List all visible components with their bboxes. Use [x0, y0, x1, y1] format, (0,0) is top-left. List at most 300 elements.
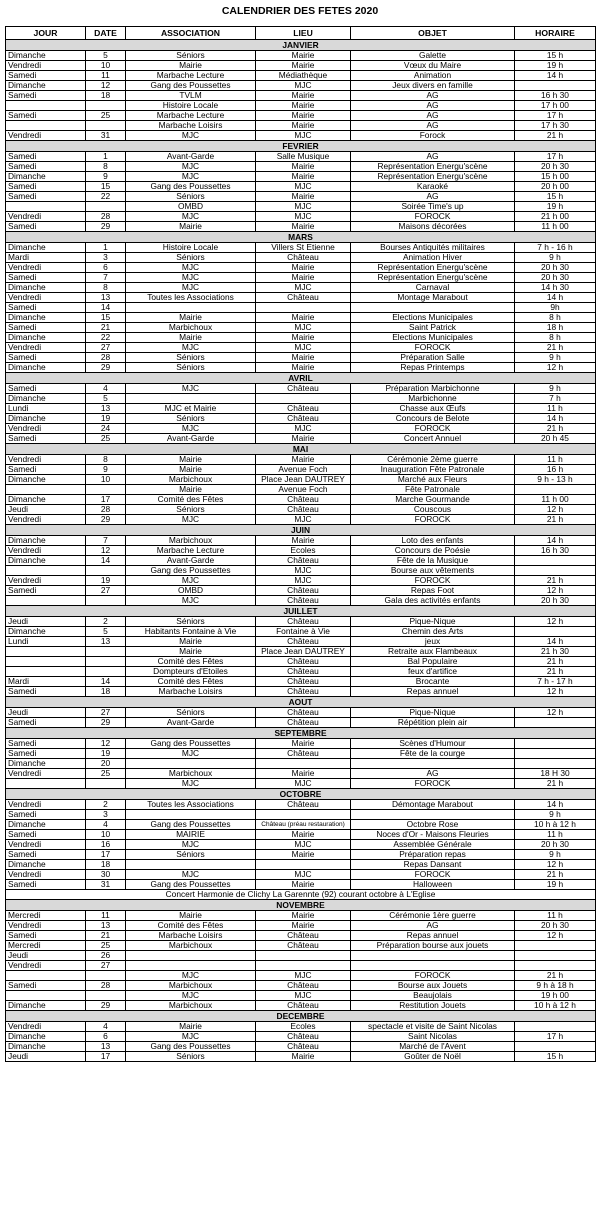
cell-horaire	[515, 81, 596, 91]
cell-lieu: Place Jean DAUTREY	[256, 647, 351, 657]
cell-date: 31	[86, 131, 126, 141]
cell-horaire: 14 h	[515, 637, 596, 647]
month-row	[6, 900, 596, 911]
cell-horaire: 8 h	[515, 333, 596, 343]
cell-jour: Samedi	[6, 323, 86, 333]
table-row	[6, 1042, 596, 1052]
cell-horaire: 19 h	[515, 202, 596, 212]
cell-date: 27	[86, 586, 126, 596]
cell-objet: Gala des activités enfants	[351, 596, 515, 606]
cell-horaire	[515, 941, 596, 951]
cell-jour: Vendredi	[6, 921, 86, 931]
calendar-body	[6, 40, 596, 1062]
cell-date: 20	[86, 759, 126, 769]
cell-date: 27	[86, 708, 126, 718]
table-row	[6, 657, 596, 667]
cell-date	[86, 657, 126, 667]
cell-horaire	[515, 627, 596, 637]
cell-date: 19	[86, 414, 126, 424]
cell-horaire	[515, 1022, 596, 1032]
cell-date: 5	[86, 394, 126, 404]
cell-objet: Cérémonie 2ème guerre	[351, 455, 515, 465]
cell-lieu: MJC	[256, 343, 351, 353]
cell-lieu: MJC	[256, 870, 351, 880]
cell-objet: Scènes d'Humour	[351, 739, 515, 749]
cell-objet: Répétition plein air	[351, 718, 515, 728]
cell-horaire: 11 h 00	[515, 222, 596, 232]
table-row	[6, 131, 596, 141]
cell-jour: Vendredi	[6, 576, 86, 586]
cell-association: Marbache Lecture	[126, 546, 256, 556]
table-row	[6, 921, 596, 931]
cell-jour: Vendredi	[6, 870, 86, 880]
cell-date: 28	[86, 353, 126, 363]
cell-lieu: Château	[256, 556, 351, 566]
month-header: JANVIER	[6, 40, 596, 51]
cell-horaire: 15 h 00	[515, 172, 596, 182]
table-row	[6, 172, 596, 182]
cell-jour: Samedi	[6, 192, 86, 202]
cell-horaire: 9 h - 13 h	[515, 475, 596, 485]
table-row	[6, 121, 596, 131]
cell-date: 4	[86, 820, 126, 830]
table-row	[6, 455, 596, 465]
cell-objet: Représentation Energu'scène	[351, 172, 515, 182]
table-row	[6, 830, 596, 840]
cell-objet: Karaoké	[351, 182, 515, 192]
table-row	[6, 759, 596, 769]
cell-lieu: Mairie	[256, 353, 351, 363]
cell-date: 1	[86, 152, 126, 162]
cell-objet: Préparation Marbichonne	[351, 384, 515, 394]
table-row	[6, 353, 596, 363]
table-row	[6, 384, 596, 394]
cell-horaire: 17 h	[515, 1032, 596, 1042]
cell-objet: FOROCK	[351, 576, 515, 586]
cell-lieu: MJC	[256, 202, 351, 212]
cell-horaire: 12 h	[515, 617, 596, 627]
cell-objet: FOROCK	[351, 870, 515, 880]
cell-objet: AG	[351, 769, 515, 779]
table-row	[6, 627, 596, 637]
cell-horaire	[515, 485, 596, 495]
cell-date: 19	[86, 749, 126, 759]
table-row	[6, 243, 596, 253]
cell-jour: Vendredi	[6, 840, 86, 850]
cell-association: Mairie	[126, 637, 256, 647]
cell-jour: Dimanche	[6, 556, 86, 566]
cell-date: 15	[86, 313, 126, 323]
cell-date: 6	[86, 1032, 126, 1042]
cell-association: MJC	[126, 384, 256, 394]
cell-jour: Samedi	[6, 749, 86, 759]
cell-association: Comité des Fêtes	[126, 657, 256, 667]
cell-jour: Dimanche	[6, 475, 86, 485]
cell-horaire: 21 h	[515, 424, 596, 434]
cell-association: MJC	[126, 576, 256, 586]
cell-date: 29	[86, 363, 126, 373]
cell-lieu	[256, 759, 351, 769]
cell-date: 31	[86, 880, 126, 890]
table-row	[6, 718, 596, 728]
cell-objet: Marche Gourmande	[351, 495, 515, 505]
cell-association: MJC	[126, 283, 256, 293]
cell-association: Comité des Fêtes	[126, 495, 256, 505]
table-row	[6, 51, 596, 61]
cell-objet: FOROCK	[351, 971, 515, 981]
cell-lieu: Château	[256, 596, 351, 606]
cell-date: 29	[86, 1001, 126, 1011]
cell-jour: Vendredi	[6, 546, 86, 556]
cell-objet: FOROCK	[351, 424, 515, 434]
cell-lieu: Château	[256, 931, 351, 941]
cell-horaire: 21 h	[515, 343, 596, 353]
cell-association: MJC	[126, 131, 256, 141]
cell-association: Dompteurs d'Etoiles	[126, 667, 256, 677]
cell-jour	[6, 647, 86, 657]
cell-horaire: 18 H 30	[515, 769, 596, 779]
cell-lieu: MJC	[256, 515, 351, 525]
cell-association: Mairie	[126, 465, 256, 475]
header-objet: OBJET	[351, 27, 515, 40]
cell-horaire: 11 h	[515, 404, 596, 414]
cell-lieu: Château	[256, 981, 351, 991]
cell-date: 17	[86, 495, 126, 505]
cell-association: Marbichoux	[126, 475, 256, 485]
cell-jour: Vendredi	[6, 515, 86, 525]
cell-date: 14	[86, 677, 126, 687]
cell-objet: Beaujolais	[351, 991, 515, 1001]
cell-horaire	[515, 749, 596, 759]
cell-objet	[351, 810, 515, 820]
cell-horaire: 20 h 30	[515, 840, 596, 850]
cell-date: 9	[86, 465, 126, 475]
cell-association: Histoire Locale	[126, 243, 256, 253]
cell-date: 5	[86, 627, 126, 637]
cell-jour: Jeudi	[6, 617, 86, 627]
cell-association: Mairie	[126, 333, 256, 343]
cell-lieu: Château	[256, 404, 351, 414]
cell-date: 3	[86, 810, 126, 820]
cell-lieu: Mairie	[256, 313, 351, 323]
cell-association: MAIRIE	[126, 830, 256, 840]
cell-objet: Carnaval	[351, 283, 515, 293]
cell-lieu: Château	[256, 749, 351, 759]
cell-horaire	[515, 951, 596, 961]
cell-horaire: 14 h	[515, 293, 596, 303]
table-row	[6, 1022, 596, 1032]
cell-lieu	[256, 303, 351, 313]
cell-date: 21	[86, 323, 126, 333]
cell-date: 14	[86, 303, 126, 313]
header-row	[6, 27, 596, 40]
cell-jour: Vendredi	[6, 961, 86, 971]
cell-jour	[6, 121, 86, 131]
table-row	[6, 667, 596, 677]
cell-objet: Maisons décorées	[351, 222, 515, 232]
cell-association: MJC	[126, 263, 256, 273]
cell-association: Mairie	[126, 61, 256, 71]
cell-lieu: Mairie	[256, 850, 351, 860]
cell-lieu: MJC	[256, 971, 351, 981]
cell-objet: Inauguration Fête Patronale	[351, 465, 515, 475]
cell-jour: Dimanche	[6, 1001, 86, 1011]
cell-horaire: 21 h	[515, 667, 596, 677]
cell-lieu: Château	[256, 667, 351, 677]
cell-objet: Elections Municipales	[351, 313, 515, 323]
cell-date: 28	[86, 981, 126, 991]
cell-horaire: 20 h 30	[515, 162, 596, 172]
cell-jour: Samedi	[6, 850, 86, 860]
cell-lieu: Mairie	[256, 121, 351, 131]
calendar-table	[5, 26, 596, 1062]
cell-lieu: Château	[256, 253, 351, 263]
table-row	[6, 647, 596, 657]
cell-objet: Retraite aux Flambeaux	[351, 647, 515, 657]
cell-jour	[6, 779, 86, 789]
cell-association: Avant-Garde	[126, 718, 256, 728]
cell-horaire: 12 h	[515, 708, 596, 718]
cell-association: MJC	[126, 212, 256, 222]
cell-association: Histoire Locale	[126, 101, 256, 111]
table-row	[6, 465, 596, 475]
table-row	[6, 596, 596, 606]
cell-objet: Vœux du Maire	[351, 61, 515, 71]
cell-jour: Lundi	[6, 637, 86, 647]
cell-date: 25	[86, 434, 126, 444]
cell-objet: FOROCK	[351, 212, 515, 222]
cell-objet: Repas Dansant	[351, 860, 515, 870]
cell-lieu: Château	[256, 586, 351, 596]
cell-date: 29	[86, 718, 126, 728]
cell-association: MJC	[126, 749, 256, 759]
cell-lieu: Château	[256, 677, 351, 687]
table-row	[6, 708, 596, 718]
cell-association: Marbichoux	[126, 981, 256, 991]
cell-objet: FOROCK	[351, 515, 515, 525]
cell-objet	[351, 961, 515, 971]
cell-lieu: Château	[256, 800, 351, 810]
cell-jour: Vendredi	[6, 455, 86, 465]
table-row	[6, 152, 596, 162]
cell-date	[86, 667, 126, 677]
cell-date: 13	[86, 921, 126, 931]
cell-horaire	[515, 556, 596, 566]
cell-horaire	[515, 739, 596, 749]
cell-date: 12	[86, 739, 126, 749]
month-header: JUIN	[6, 525, 596, 536]
cell-horaire: 17 h	[515, 111, 596, 121]
cell-horaire: 8 h	[515, 313, 596, 323]
cell-horaire: 14 h	[515, 800, 596, 810]
month-header: NOVEMBRE	[6, 900, 596, 911]
cell-date: 10	[86, 475, 126, 485]
cell-association: Avant-Garde	[126, 152, 256, 162]
cell-lieu: MJC	[256, 566, 351, 576]
cell-association	[126, 303, 256, 313]
cell-jour: Samedi	[6, 384, 86, 394]
cell-jour: Vendredi	[6, 212, 86, 222]
cell-lieu: MJC	[256, 840, 351, 850]
cell-date: 29	[86, 515, 126, 525]
cell-date: 12	[86, 81, 126, 91]
cell-lieu: Mairie	[256, 1052, 351, 1062]
cell-objet	[351, 951, 515, 961]
cell-date	[86, 101, 126, 111]
cell-objet	[351, 759, 515, 769]
cell-horaire: 9 h	[515, 850, 596, 860]
cell-objet: AG	[351, 101, 515, 111]
table-row	[6, 111, 596, 121]
cell-jour: Samedi	[6, 91, 86, 101]
cell-jour	[6, 971, 86, 981]
table-row	[6, 1032, 596, 1042]
cell-jour: Dimanche	[6, 627, 86, 637]
cell-lieu: Mairie	[256, 91, 351, 101]
cell-association: Toutes les Associations	[126, 293, 256, 303]
cell-association: Gang des Poussettes	[126, 880, 256, 890]
table-row	[6, 850, 596, 860]
cell-jour: Samedi	[6, 303, 86, 313]
cell-date: 14	[86, 556, 126, 566]
cell-objet: AG	[351, 152, 515, 162]
cell-date: 10	[86, 61, 126, 71]
cell-horaire: 12 h	[515, 505, 596, 515]
month-row	[6, 728, 596, 739]
cell-objet: Repas Foot	[351, 586, 515, 596]
cell-jour: Dimanche	[6, 759, 86, 769]
cell-horaire: 11 h	[515, 911, 596, 921]
cell-objet: Repas Printemps	[351, 363, 515, 373]
cell-date: 29	[86, 222, 126, 232]
cell-objet: Préparation Salle	[351, 353, 515, 363]
cell-jour: Dimanche	[6, 495, 86, 505]
table-row	[6, 343, 596, 353]
cell-horaire: 10 h à 12 h	[515, 820, 596, 830]
table-row	[6, 202, 596, 212]
cell-horaire: 12 h	[515, 363, 596, 373]
cell-jour: Samedi	[6, 162, 86, 172]
cell-date: 3	[86, 253, 126, 263]
cell-jour	[6, 566, 86, 576]
cell-objet: Pique-Nique	[351, 708, 515, 718]
cell-objet: Fête de la courge	[351, 749, 515, 759]
table-row	[6, 961, 596, 971]
cell-association: Mairie	[126, 313, 256, 323]
table-row	[6, 880, 596, 890]
cell-objet	[351, 303, 515, 313]
cell-horaire: 9h	[515, 303, 596, 313]
month-header: MARS	[6, 232, 596, 243]
cell-objet: Cérémonie 1ère guerre	[351, 911, 515, 921]
cell-association: MJC	[126, 343, 256, 353]
cell-objet: Saint Nicolas	[351, 1032, 515, 1042]
cell-objet: Fête Patronale	[351, 485, 515, 495]
header-lieu: LIEU	[256, 27, 351, 40]
cell-date: 13	[86, 637, 126, 647]
month-header: DECEMBRE	[6, 1011, 596, 1022]
cell-lieu: Mairie	[256, 222, 351, 232]
cell-lieu: Mairie	[256, 172, 351, 182]
cell-association: Marbache Loisirs	[126, 931, 256, 941]
cell-date	[86, 779, 126, 789]
cell-objet: Bourses Antiquités militaires	[351, 243, 515, 253]
cell-objet: spectacle et visite de Saint Nicolas	[351, 1022, 515, 1032]
table-row	[6, 546, 596, 556]
cell-date: 18	[86, 91, 126, 101]
table-row	[6, 192, 596, 202]
cell-jour: Samedi	[6, 111, 86, 121]
cell-lieu: Mairie	[256, 769, 351, 779]
cell-lieu: Château	[256, 505, 351, 515]
cell-jour: Dimanche	[6, 313, 86, 323]
cell-association: OMBD	[126, 202, 256, 212]
cell-objet: Concours de Belote	[351, 414, 515, 424]
cell-association	[126, 860, 256, 870]
cell-date: 22	[86, 333, 126, 343]
cell-association: Séniors	[126, 363, 256, 373]
cell-jour	[6, 657, 86, 667]
cell-objet: Représentation Energu'scène	[351, 273, 515, 283]
cell-lieu: Fontaine à Vie	[256, 627, 351, 637]
cell-jour: Dimanche	[6, 860, 86, 870]
cell-date	[86, 647, 126, 657]
cell-association: Gang des Poussettes	[126, 739, 256, 749]
cell-date: 13	[86, 1042, 126, 1052]
table-row	[6, 313, 596, 323]
cell-lieu: Château	[256, 384, 351, 394]
cell-lieu: Mairie	[256, 363, 351, 373]
cell-lieu	[256, 860, 351, 870]
month-row	[6, 525, 596, 536]
table-row	[6, 363, 596, 373]
cell-jour	[6, 991, 86, 1001]
cell-date: 9	[86, 172, 126, 182]
cell-lieu: MJC	[256, 81, 351, 91]
cell-lieu: Château	[256, 414, 351, 424]
table-row	[6, 637, 596, 647]
cell-lieu: MJC	[256, 779, 351, 789]
table-row	[6, 81, 596, 91]
cell-lieu: Villers St Etienne	[256, 243, 351, 253]
cell-association: Marbichoux	[126, 323, 256, 333]
cell-date	[86, 202, 126, 212]
cell-lieu: Avenue Foch	[256, 465, 351, 475]
cell-objet: Forock	[351, 131, 515, 141]
cell-objet: Pique-Nique	[351, 617, 515, 627]
cell-date: 4	[86, 384, 126, 394]
cell-lieu: Mairie	[256, 455, 351, 465]
table-row	[6, 71, 596, 81]
cell-association: MJC	[126, 840, 256, 850]
cell-jour: Vendredi	[6, 131, 86, 141]
cell-association: MJC	[126, 870, 256, 880]
cell-date	[86, 485, 126, 495]
cell-horaire: 17 h 30	[515, 121, 596, 131]
table-row	[6, 253, 596, 263]
cell-association: Marbache Loisirs	[126, 121, 256, 131]
cell-horaire: 9 h	[515, 353, 596, 363]
cell-association: Séniors	[126, 505, 256, 515]
cell-horaire: 17 h 00	[515, 101, 596, 111]
table-row	[6, 911, 596, 921]
table-row	[6, 617, 596, 627]
cell-horaire: 12 h	[515, 586, 596, 596]
cell-date: 2	[86, 617, 126, 627]
cell-jour: Samedi	[6, 222, 86, 232]
header-jour: JOUR	[6, 27, 86, 40]
cell-horaire: 19 h	[515, 880, 596, 890]
